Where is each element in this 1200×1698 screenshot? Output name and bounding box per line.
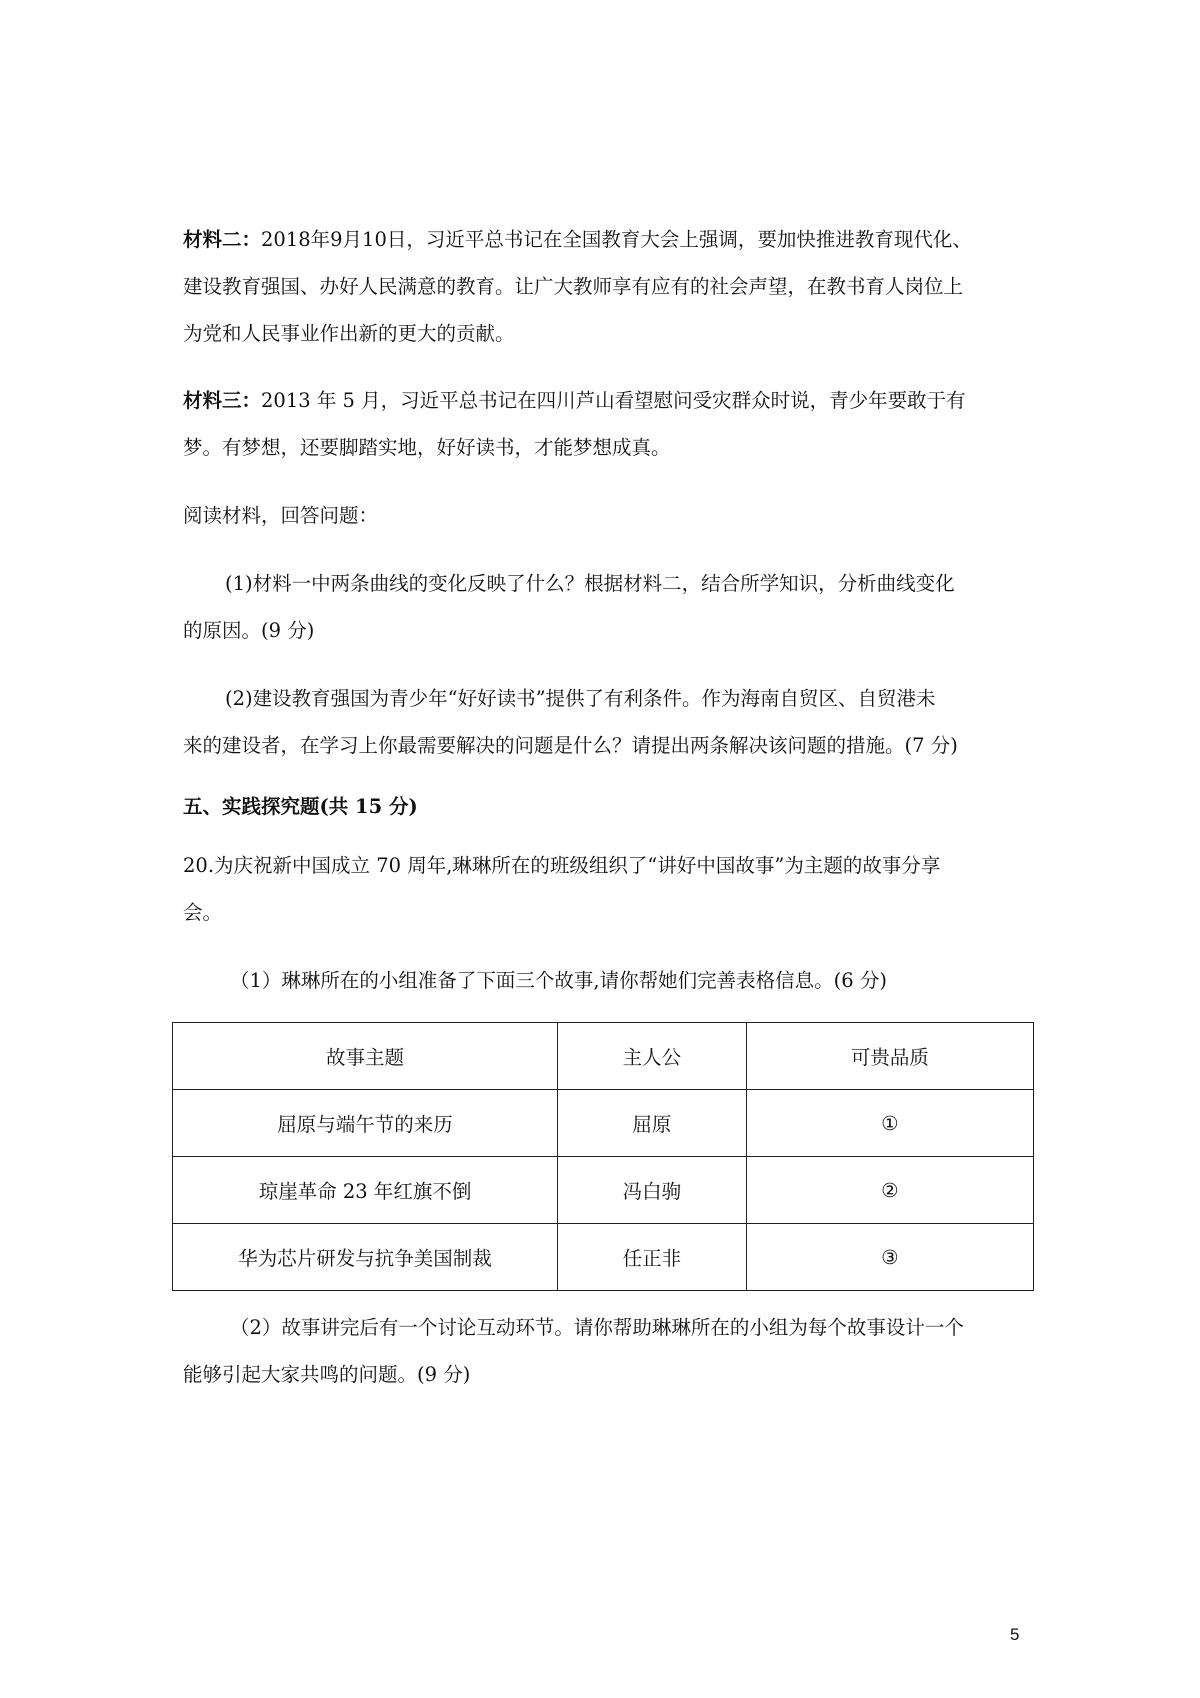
table-row <box>173 1090 1034 1157</box>
page-number: 5 <box>1010 1625 1020 1644</box>
material3-text1: 2013 年 5 月，习近平总书记在四川芦山看望慰问受灾群众时说，青少年要敢于有 <box>261 389 966 412</box>
table-cell-protagonist: 冯白驹 <box>558 1157 747 1224</box>
question20-sub2-line1: （2）故事讲完后有一个讨论互动环节。请你帮助琳琳所在的小组为每个故事设计一个 <box>230 1316 964 1339</box>
table-header-quality: 可贵品质 <box>746 1023 1033 1090</box>
question2-line2: 来的建设者，在学习上你最需要解决的问题是什么？请提出两条解决该问题的措施。(7 分) <box>183 734 958 757</box>
table-cell-theme: 屈原与端午节的来历 <box>173 1090 558 1157</box>
question20-line2: 会。 <box>183 901 223 924</box>
table-header-theme: 故事主题 <box>173 1023 558 1090</box>
table-cell-theme: 华为芯片研发与抗争美国制裁 <box>173 1224 558 1291</box>
table-cell-quality: ① <box>746 1090 1033 1157</box>
question1-line2: 的原因。(9 分) <box>183 619 315 642</box>
material2-text1: 2018年9月10日，习近平总书记在全国教育大会上强调，要加快推进教育现代化、 <box>261 228 972 251</box>
material2-label: 材料二： <box>183 228 262 251</box>
table-cell-theme: 琼崖革命 23 年红旗不倒 <box>173 1157 558 1224</box>
table-cell-quality: ② <box>746 1157 1033 1224</box>
table-cell-protagonist: 任正非 <box>558 1224 747 1291</box>
question20-sub1: （1）琳琳所在的小组准备了下面三个故事,请你帮她们完善表格信息。(6 分) <box>230 969 887 992</box>
material2-line3: 为党和人民事业作出新的更大的贡献。 <box>183 322 515 345</box>
table-row <box>173 1224 1034 1291</box>
table-cell-quality: ③ <box>746 1224 1033 1291</box>
question2-line1: (2)建设教育强国为青少年“好好读书”提供了有利条件。作为海南自贸区、自贸港未 <box>225 687 936 710</box>
table-header-protagonist: 主人公 <box>558 1023 747 1090</box>
material3-line2: 梦。有梦想，还要脚踏实地，好好读书，才能梦想成真。 <box>183 436 671 459</box>
material2-line2: 建设教育强国、办好人民满意的教育。让广大教师享有应有的社会声望，在教书育人岗位上 <box>183 275 964 298</box>
material3-line1 <box>183 387 1033 415</box>
material3-label: 材料三： <box>183 389 262 412</box>
question1-line1: (1)材料一中两条曲线的变化反映了什么？根据材料二，结合所学知识，分析曲线变化 <box>225 572 955 595</box>
story-table <box>172 1022 1034 1291</box>
question20-line1: 20.为庆祝新中国成立 70 周年,琳琳所在的班级组织了“讲好中国故事”为主题的故事分享 <box>183 854 941 877</box>
table-header-row <box>173 1023 1034 1090</box>
question20-sub2-line2: 能够引起大家共鸣的问题。(9 分) <box>183 1363 471 1386</box>
table-row <box>173 1157 1034 1224</box>
table-cell-protagonist: 屈原 <box>558 1090 747 1157</box>
material2-line1 <box>183 226 1033 254</box>
section5-heading: 五、实践探究题(共 15 分) <box>183 795 418 818</box>
reading-instruction: 阅读材料，回答问题： <box>183 504 379 527</box>
